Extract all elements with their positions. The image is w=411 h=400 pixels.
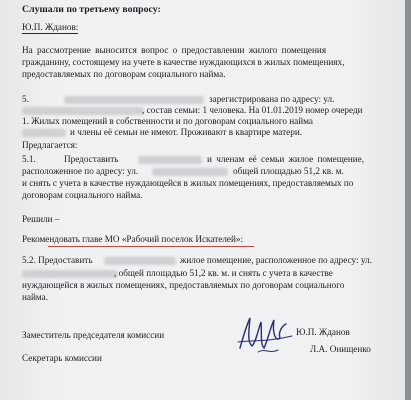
item-5-line-4: и члены её семьи не имеют. Проживают в квартире матери. <box>70 127 303 137</box>
item-5-line-2: , состав семьи: 1 человека. На 01.01.2019 номер очереди <box>142 105 363 115</box>
section-heading: Слушали по третьему вопросу: <box>22 4 161 15</box>
item-5-2-line-1: жилое помещение, расположенное по адресу: ул. <box>180 255 372 265</box>
item-5-line-3: 1. Жилых помещений в собственности и по договорам социального найма <box>22 116 314 126</box>
redacted-surname <box>22 129 66 137</box>
redacted-address <box>22 107 144 115</box>
item-5-1-line-2-lead: расположенное по адресу: ул. <box>22 166 139 176</box>
handwritten-signature <box>234 312 298 358</box>
redacted-name-3 <box>104 257 176 265</box>
intro-line-2: гражданину, состоящему на учете в качестве нуждающихся в жилых помещениях, <box>22 57 345 67</box>
redacted-name <box>64 96 204 104</box>
redacted-address-2 <box>152 168 228 176</box>
item-5-2-line-2: , общей площадью 51,2 кв. м. и снять с учета в качестве <box>114 268 333 278</box>
item-5-1-line-2-tail: общей площадью 51,2 кв. м. <box>233 166 344 176</box>
item-5-2-line-4: найма. <box>22 292 49 302</box>
redacted-name-2 <box>138 156 202 164</box>
intro-line-3: предоставляемых по договорам социального найма. <box>22 69 226 79</box>
page-edge-shadow <box>405 0 411 400</box>
item-5-1-lead: Предоставить <box>64 154 119 164</box>
signer-role-2: Секретарь комиссии <box>22 353 102 363</box>
item-5-1-number: 5.1. <box>22 154 36 164</box>
speaker-name: Ю.П. Жданов: <box>22 22 79 32</box>
item-5-2-line-3: нуждающейся в жилых помещениях, предоставляемых по договорам социального <box>22 280 345 290</box>
red-underline <box>48 246 254 247</box>
signer-role-1: Заместитель председателя комиссии <box>22 330 165 340</box>
redacted-address-3 <box>22 270 118 278</box>
item-5-number: 5. <box>22 94 29 104</box>
item-5-1-tail: и членам её семьи жилое помещение, <box>207 154 365 164</box>
decided-label: Решили – <box>22 214 60 224</box>
recommend-line: Рекомендовать главе МО «Рабочий поселок Искателей»: <box>22 234 244 244</box>
item-5-2-lead: 5.2. Предоставить <box>22 255 93 265</box>
signer-name-2: Л.А. Онищенко <box>310 344 371 354</box>
item-5-1-line-4: договорам социального найма. <box>22 190 143 200</box>
intro-line-1: На рассмотрение выносится вопрос о предоставлении жилого помещения <box>22 45 327 55</box>
item-5-1-line-3: и снять с учета в качестве нуждающейся в жилых помещениях, предоставляемых по <box>22 178 354 188</box>
signer-name-1: Ю.П. Жданов <box>296 327 350 337</box>
proposed-label: Предлагается: <box>22 140 78 150</box>
item-5-line-1: зарегистрирована по адресу: ул. <box>209 94 335 104</box>
